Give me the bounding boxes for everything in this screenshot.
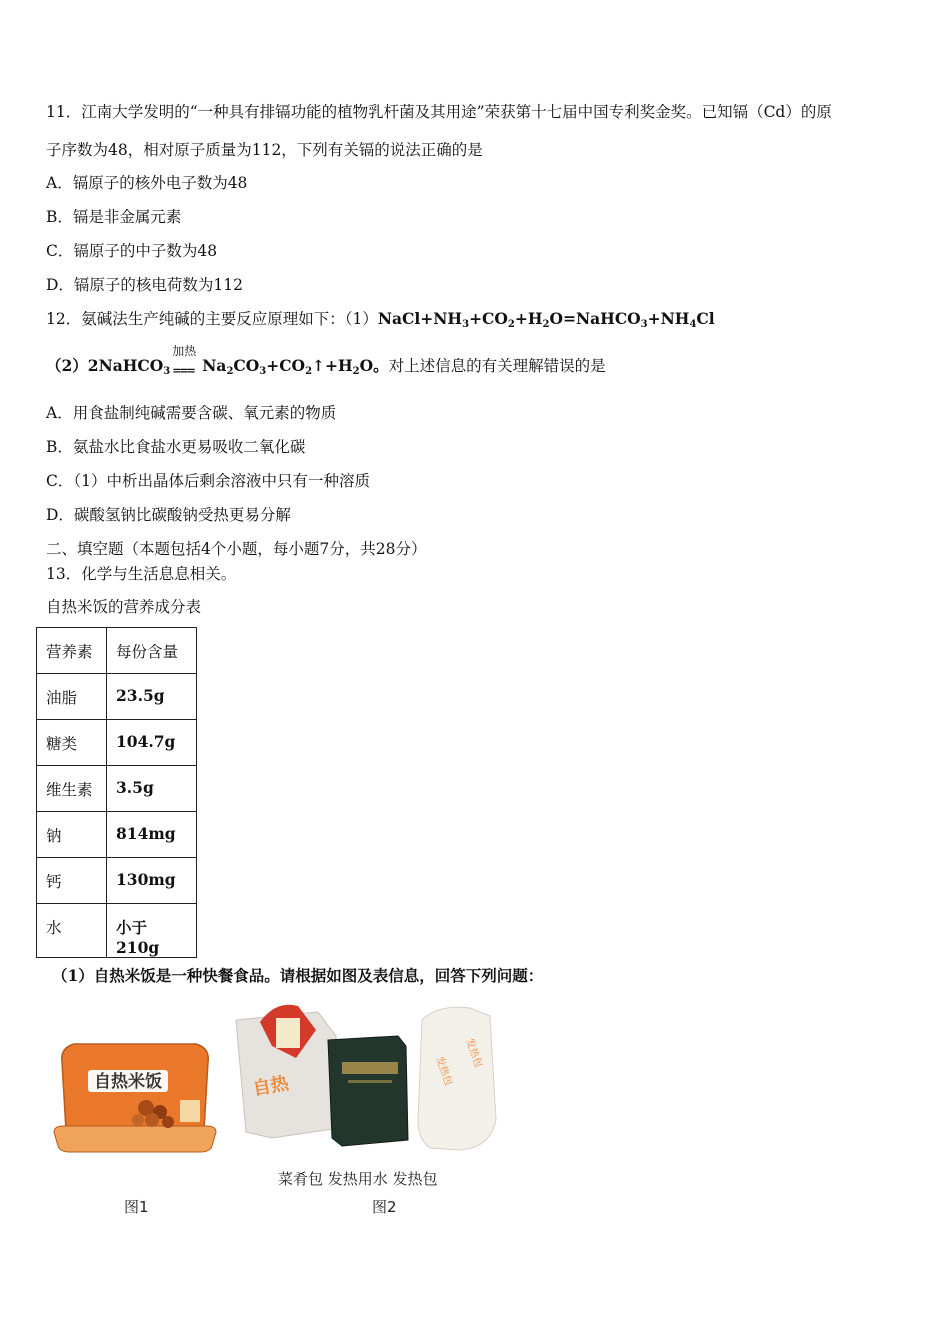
q12-equation-2: （2）2NaHCO$_3$ 加热 === $Na_2CO_3+CO_2↑+H_2O$。 <box>46 344 389 377</box>
table-header-row <box>37 628 197 674</box>
table-row <box>37 858 197 904</box>
table-cell-nutrient: 钠 <box>37 812 107 858</box>
packets-image <box>236 1005 496 1150</box>
svg-text:发热包: 发热包 <box>463 1037 484 1070</box>
q11-option-c: C．镉原子的中子数为48 <box>46 242 218 260</box>
table-cell-nutrient: 水 <box>37 904 107 958</box>
q13-title: 13．化学与生活息息相关。 <box>46 565 237 583</box>
svg-text:自热: 自热 <box>251 1072 291 1100</box>
q12-question-text: 对上述信息的有关理解错误的是 <box>388 357 606 375</box>
table-cell-nutrient: 维生素 <box>37 766 107 812</box>
q11-option-d: D．镉原子的核电荷数为112 <box>46 276 244 294</box>
svg-text:自热米饭: 自热米饭 <box>94 1072 162 1092</box>
table-cell-nutrient: 钙 <box>37 858 107 904</box>
table-header-amount: 每份含量 <box>107 628 197 674</box>
q12-option-a: A．用食盐制纯碱需要含碳、氧元素的物质 <box>46 404 337 422</box>
q12-equation-1: $NaCl+NH_3+CO_2+H_2O=NaHCO_3+NH_4Cl$ <box>377 309 715 330</box>
table-header-nutrient: 营养素 <box>37 628 107 674</box>
q12-option-b: B．氨盐水比食盐水更易吸收二氧化碳 <box>46 438 306 456</box>
q11-option-a: A．镉原子的核外电子数为48 <box>46 174 248 192</box>
fig1-caption: 图1 <box>124 1198 149 1216</box>
q13-sub1: （1）自热米饭是一种快餐食品。请根据如图及表信息，回答下列问题： <box>52 966 544 985</box>
table-title: 自热米饭的营养成分表 <box>46 598 202 616</box>
table-cell-amount: 3.5g <box>107 766 197 812</box>
figures-photo <box>50 1000 530 1180</box>
table-row <box>37 904 197 958</box>
table-row <box>37 812 197 858</box>
table-row <box>37 766 197 812</box>
table-cell-nutrient: 糖类 <box>37 720 107 766</box>
fig2-caption: 图2 <box>372 1198 397 1216</box>
reaction-condition: 加热 === <box>172 344 197 377</box>
q11-line2: 子序数为48，相对原子质量为112，下列有关镉的说法正确的是 <box>46 141 483 159</box>
self-heating-rice-box-image <box>54 1044 216 1152</box>
table-cell-amount: 814mg <box>107 812 197 858</box>
table-cell-amount: 23.5g <box>107 674 197 720</box>
q12-intro-text: 12．氨碱法生产纯碱的主要反应原理如下：（1） <box>46 310 378 328</box>
svg-text:发热包: 发热包 <box>433 1055 454 1088</box>
table-row <box>37 720 197 766</box>
table-cell-nutrient: 油脂 <box>37 674 107 720</box>
section-heading: 二、填空题（本题包括4个小题，每小题7分，共28分） <box>46 540 427 558</box>
table-cell-amount: 130mg <box>107 858 197 904</box>
q11-line1: 11．江南大学发明的“一种具有排镉功能的植物乳杆菌及其用途”荣获第十七届中国专利奖金奖。已知镉（Cd）的原 <box>46 103 832 121</box>
q12-option-d: D．碳酸氢钠比碳酸钠受热更易分解 <box>46 506 291 524</box>
q12-option-c: C．（1）中析出晶体后剩余溶液中只有一种溶质 <box>46 472 370 490</box>
table-cell-amount: 104.7g <box>107 720 197 766</box>
q12-equation-2-line <box>46 344 606 382</box>
nutrition-table <box>36 627 197 958</box>
q11-option-b: B．镉是非金属元素 <box>46 208 182 226</box>
fig2-labels: 菜肴包 发热用水 发热包 <box>278 1170 438 1188</box>
q12-intro <box>46 309 715 335</box>
table-row <box>37 674 197 720</box>
table-cell-amount: 小于210g <box>107 904 197 958</box>
